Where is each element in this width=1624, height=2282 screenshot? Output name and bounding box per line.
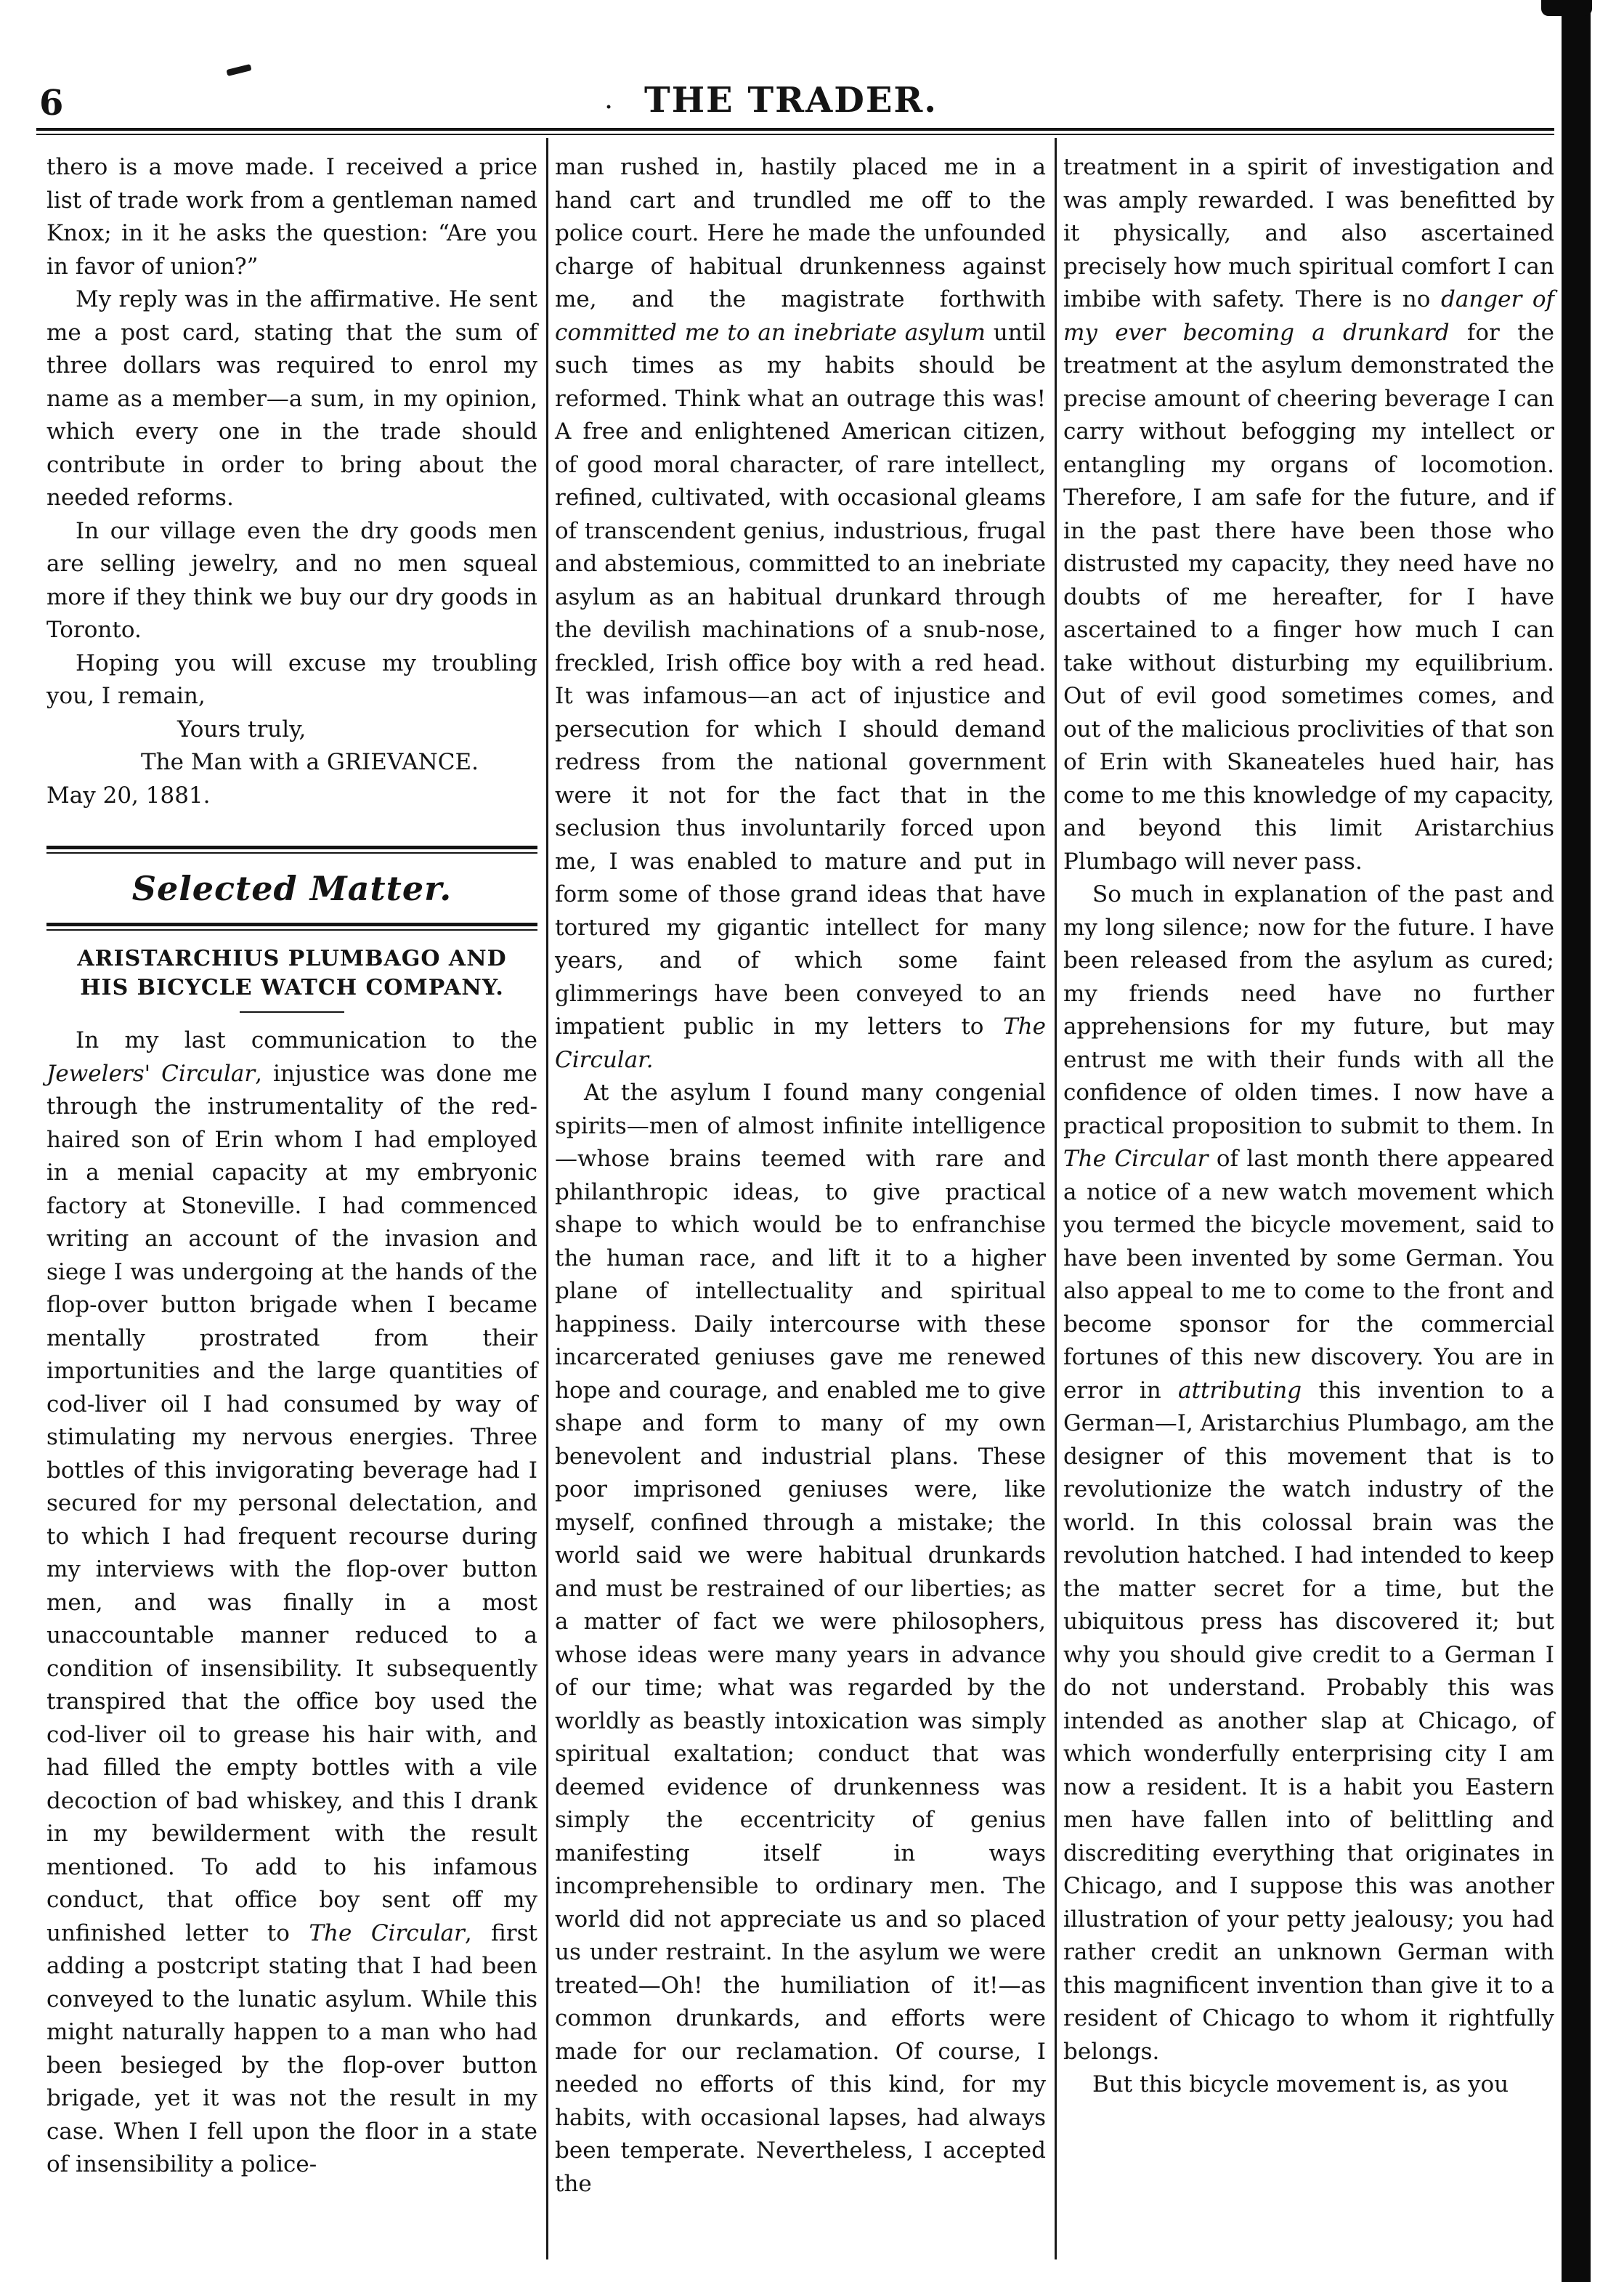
letter-closing: Yours truly, <box>177 716 306 743</box>
letter-paragraph: Hoping you will excuse my troubling you, I remain, <box>46 650 537 709</box>
text-run: , injustice was done me through the instrumentality of the red-haired son of Erin whom I had employed in a menial capacity at my embryonic factory at Stoneville. I had commenced writing an account of the invasion and siege I was undergoing at the hands of the flop-over button brigade when I became mentally prostrated from their importunities and the large quantities of cod-liver oil I had consumed by way of stimulating my nervous energies. Three bottles of this invigorating beverage had I secured for my personal delectation, and to which I had frequent recourse during my interviews with the flop-over button men, and was finally in a most unaccountable manner reduced to a condition of insensibility. It subsequently transpired that the office boy used the cod-liver oil to grease his hair with, and had filled the empty bottles with a vile decoction of bad whiskey, and this I drank in my bewilderment with the result mentioned. To add to his infamous conduct, that office boy sent off my unfinished letter to <box>46 1060 537 1946</box>
text-run: until such times as my habits should be reformed. Think what an outrage this was! A free and enlightened American citizen, of good moral character, of rare intellect, refined, cultivated, with occasional gleams of transcendent genius, industrious, frugal and abstemious, committed to an inebriate asylum as an habitual drunkard through the devilish machinations of a snub-nose, freckled, Irish office boy with a red head. It was infamous—an act of injustice and persecution for which I should demand redress from the national government were it not for the fact that in the seclusion thus involuntarily forced upon me, I was enabled to mature and put in form some of those grand ideas that have tortured my gigantic intellect for many years, and of which some faint glimmerings have been conveyed to an impatient public in my letters to <box>555 319 1047 1040</box>
text-run: treatment in a spirit of investigation and was amply rewarded. I was benefitted by it physically, and also ascertained precisely how much spiritual comfort I can imbibe with safety. There is no <box>1063 154 1554 312</box>
section-rule-top-thin <box>46 852 537 854</box>
column-1 <box>46 151 537 812</box>
text-run: of last month there appeared a notice of a new watch movement which you termed the bicycle movement, said to have been invented by some German. You also appeal to me to come to the front and become sponsor for the commercial fortunes of this new discovery. You are in error in <box>1063 1146 1554 1404</box>
text-run: In my last communication to the <box>76 1027 537 1053</box>
emphasis-text: attributing <box>1178 1377 1302 1404</box>
publication-name: The Circular. <box>555 1013 1046 1073</box>
column-2 <box>555 151 1046 2201</box>
text-run: , first adding a postcript stating that I had been conveyed to the lunatic asylum. While this might naturally happen to a man who had been besieged by the flop-over button brigade, yet it was not the result in my case. When I fell upon the floor in a state of insensibility a police- <box>46 1919 537 2177</box>
article-paragraph: At the asylum I found many congenial spirits—men of almost infinite intelligence—whose brains teemed with rare and philanthropic ideas, to give practical shape to which would be to enfranchise the human race, and lift it to a higher plane of intellectuality and spiritual happiness. Daily intercourse with these incarcerated geniuses gave me renewed hope and courage, and enabled me to give shape and form to many of my own benevolent and industrial plans. These poor imprisoned geniuses were, like myself, confined through a mistake; the world said we were habitual drunkards and must be restrained of our liberties; as a matter of fact we were philosophers, whose ideas were many years in advance of our time; what was regarded by the worldly as beastly intoxication was simply spiritual exaltation; conduct that was deemed evidence of drunkenness was simply the eccentricity of genius manifesting itself in ways incomprehensible to ordinary men. The world did not appreciate us and so placed us under restraint. In the asylum we were treated—Oh! the humiliation of it!—as common drunkards, and efforts were made for our reclamation. Of course, I needed no efforts of this kind, for my habits, with occasional lapses, had always been temperate. Nevertheless, I accepted the <box>555 1080 1046 2197</box>
text-run: So much in explanation of the past and my long silence; now for the future. I have been released from the asylum as cured; my friends need have no further apprehensions for my future, but may entrust me with their funds with all the confidence of olden times. I now have a practical proposition to submit to them. In <box>1063 881 1554 1139</box>
text-run: man rushed in, hastily placed me in a hand cart and trundled me off to the police court. Here he made the unfounded charge of habitual drunkenness against me, and the magistrate forthwith <box>555 154 1046 312</box>
article-paragraph <box>1063 878 1554 2068</box>
section-rule-top <box>46 846 537 849</box>
publication-name: The Circular <box>309 1919 465 1946</box>
section-rule-bottom-thin <box>46 929 537 931</box>
ink-mark <box>226 64 251 76</box>
column-3 <box>1063 151 1554 2102</box>
title-underline <box>240 1011 344 1013</box>
text-run: for the treatment at the asylum demonstrated the precise amount of cheering beverage I can carry without befogging my intellect or entangling my organs of locomotion. Therefore, I am safe for the future, and if in the past there have been those who distrusted my capacity, they need have no doubts of me hereafter, for I have ascertained to a finger how much I can take without disturbing my equilibrium. Out of evil good sometimes comes, and out of the malicious proclivities of that son of Erin with Skaneateles hued hair, has come to me this knowledge of my capacity, and beyond this limit Aristarchius Plumbago will never pass. <box>1063 319 1554 875</box>
header-rule-top <box>36 128 1554 131</box>
column-1-article <box>46 1024 537 2182</box>
section-heading: Selected Matter. <box>131 869 452 908</box>
header-rule-bottom <box>36 134 1554 135</box>
text-run: this invention to a German—I, Aristarchius Plumbago, am the designer of this movement that is to revolutionize the watch industry of the world. In this colossal brain was the revolution hatched. I had intended to keep the matter secret for a time, but the ubiquitous press has discovered it; but why you should give credit to a German I do not understand. Probably this was intended as another slap at Chicago, of which wonderfully enterprising city I am now a resident. It is a habit you Eastern men have fallen into of belittling and discrediting everything that originates in Chicago, and I suppose this was another illustration of your petty jealousy; you had rather credit an unknown German with this magnificent invention than give it to a resident of Chicago to whom it rightfully belongs. <box>1063 1377 1554 2065</box>
publication-name: Jewelers' Circular <box>46 1060 256 1087</box>
letter-paragraph: In our village even the dry goods men are selling jewelry, and no men squeal more if they think we buy our dry goods in Toronto. <box>46 517 537 643</box>
article-paragraph <box>1063 151 1554 878</box>
page-number: 6 <box>39 83 64 124</box>
article-paragraph <box>555 151 1046 1077</box>
letter-date: May 20, 1881. <box>46 782 211 809</box>
article-title <box>46 944 537 1003</box>
page-edge-shadow <box>1562 0 1591 2282</box>
letter-paragraph: thero is a move made. I receive​d a price list of trade work from a gentleman named Knox; in it he asks the question: “Are you in favor of union?” <box>46 154 537 280</box>
emphasis-text: committed me to an inebriate asylum <box>555 319 986 346</box>
page-header <box>32 80 1550 126</box>
article-title-line: ARISTARCHIUS PLUMBAGO AND <box>77 946 507 971</box>
article-title-line: HIS BICYCLE WATCH COMPANY. <box>80 975 504 1000</box>
emphasis-text: danger of my ever becoming a drunkard <box>1063 286 1554 346</box>
page-edge-notch <box>1541 0 1592 16</box>
header-dot: . <box>604 83 614 115</box>
publication-name: The Circular <box>1063 1146 1209 1172</box>
letter-paragraph: My reply was in the affirmative. He sent me a post card, stating that the sum of three dollars was required to enrol my name as a member—a sum, in my opinion, which every one in the trade should contribute in order to bring about the needed reforms. <box>46 286 537 511</box>
section-rule-bottom <box>46 923 537 926</box>
article-paragraph <box>46 1024 537 2182</box>
masthead-title: THE TRADER. <box>643 80 938 121</box>
article-paragraph: But this bicycle movement is, as you <box>1092 2071 1509 2097</box>
letter-signature: The Man with a GRIEVANCE. <box>141 749 479 775</box>
column-divider-2 <box>1055 138 1057 2259</box>
column-divider-1 <box>546 138 548 2259</box>
